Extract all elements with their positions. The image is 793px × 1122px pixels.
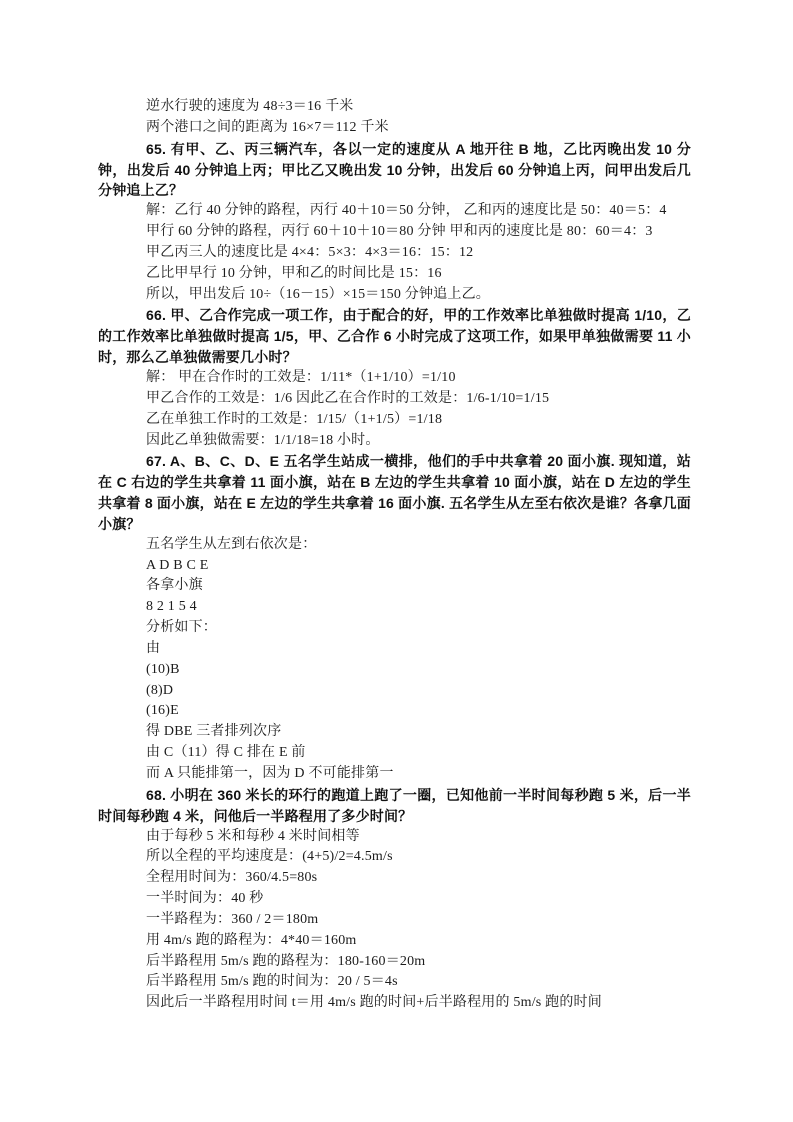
paragraph-32: 一半路程为：360 / 2＝180m xyxy=(146,911,319,927)
paragraph-30: 全程用时间为：360/4.5=80s xyxy=(146,870,318,886)
paragraph-24: 得 DBE 三者排列次序 xyxy=(146,724,282,740)
paragraph-25: 由 C（11）得 C 排在 E 前 xyxy=(146,745,306,761)
paragraph-3: 65. 有甲、乙、丙三辆汽车，各以一定的速度从 A 地开往 B 地，乙比丙晚出发 10 分钟，出发后 40 分钟追上丙；甲比乙又晚出发 10 分钟，出发后 60 分钟追上丙，问甲出发后几分钟追上乙？ xyxy=(98,140,691,199)
paragraph-12: 乙在单独工作时的工效是：1/15/（1+1/5）=1/18 xyxy=(146,411,443,427)
paragraph-36: 因此后一半路程用时间 t＝用 4m/s 跑的时间+后半路程用的 5m/s 跑的时间 xyxy=(146,995,602,1011)
paragraph-26: 而 A 只能排第一，因为 D 不可能排第一 xyxy=(146,766,394,781)
paragraph-33: 用 4m/s 跑的路程为：4*40＝160m xyxy=(146,932,357,948)
paragraph-15: 五名学生从左到右依次是： xyxy=(146,536,317,552)
paragraph-4: 解：乙行 40 分钟的路程，丙行 40＋10＝50 分钟， 乙和丙的速度比是 50：40＝5：4 xyxy=(146,203,667,219)
paragraph-16: A D B C E xyxy=(146,557,209,573)
paragraph-29: 所以全程的平均速度是：(4+5)/2=4.5m/s xyxy=(146,849,393,865)
paragraph-23: (16)E xyxy=(146,703,179,719)
paragraph-13: 因此乙单独做需要：1/1/18=18 小时。 xyxy=(146,432,380,448)
paragraph-14: 67. A、B、C、D、E 五名学生站成一横排，他们的手中共拿着 20 面小旗. 现知道，站在 C 右边的学生共拿着 11 面小旗，站在 B 左边的学生共拿着 10 面小旗，站在 D 左边的学生共拿着 8 面小旗，站在 E 左边的学生共拿着 16 面小旗. 五名学生从左至右依次是谁？各拿几面小旗？ xyxy=(98,453,691,532)
paragraph-2: 两个港口之间的距离为 16×7＝112 千米 xyxy=(146,119,389,135)
paragraph-27: 68. 小明在 360 米长的环行的跑道上跑了一圈，已知他前一半时间每秒跑 5 米，后一半时间每秒跑 4 米，问他后一半路程用了多少时间？ xyxy=(98,786,691,824)
paragraph-6: 甲乙丙三人的速度比是 4×4：5×3：4×3＝16：15：12 xyxy=(146,244,474,260)
paragraph-1: 逆水行驶的速度为 48÷3＝16 千米 xyxy=(146,99,354,114)
paragraph-20: 由 xyxy=(146,640,161,656)
paragraph-7: 乙比甲早行 10 分钟，甲和乙的时间比是 15：16 xyxy=(146,265,442,281)
paragraph-10: 解： 甲在合作时的工效是：1/11*（1+1/10）=1/10 xyxy=(146,369,456,385)
paragraph-21: (10)B xyxy=(146,661,180,677)
paragraph-22: (8)D xyxy=(146,682,174,698)
paragraph-28: 由于每秒 5 米和每秒 4 米时间相等 xyxy=(146,828,360,844)
paragraph-8: 所以，甲出发后 10÷（16－15）×15＝150 分钟追上乙。 xyxy=(146,286,490,302)
paragraph-34: 后半路程用 5m/s 跑的路程为：180-160＝20m xyxy=(146,953,426,969)
paragraph-19: 分析如下： xyxy=(146,620,217,636)
paragraph-9: 66. 甲、乙合作完成一项工作，由于配合的好，甲的工作效率比单独做时提高 1/10，乙的工作效率比单独做时提高 1/5，甲、乙合作 6 小时完成了这项工作，如果甲单独做需要 11 小时，那么乙单独做需要几小时？ xyxy=(98,307,691,366)
paragraph-17: 各拿小旗 xyxy=(146,578,203,594)
paragraph-31: 一半时间为：40 秒 xyxy=(146,891,264,907)
paragraph-11: 甲乙合作的工效是：1/6 因此乙在合作时的工效是：1/6-1/10=1/15 xyxy=(146,390,550,406)
document-body xyxy=(98,97,691,1014)
paragraph-18: 8 2 1 5 4 xyxy=(146,599,197,615)
paragraph-35: 后半路程用 5m/s 跑的时间为：20 / 5＝4s xyxy=(146,974,398,990)
paragraph-5: 甲行 60 分钟的路程，丙行 60＋10＋10＝80 分钟 甲和丙的速度比是 80：60＝4：3 xyxy=(146,224,653,240)
